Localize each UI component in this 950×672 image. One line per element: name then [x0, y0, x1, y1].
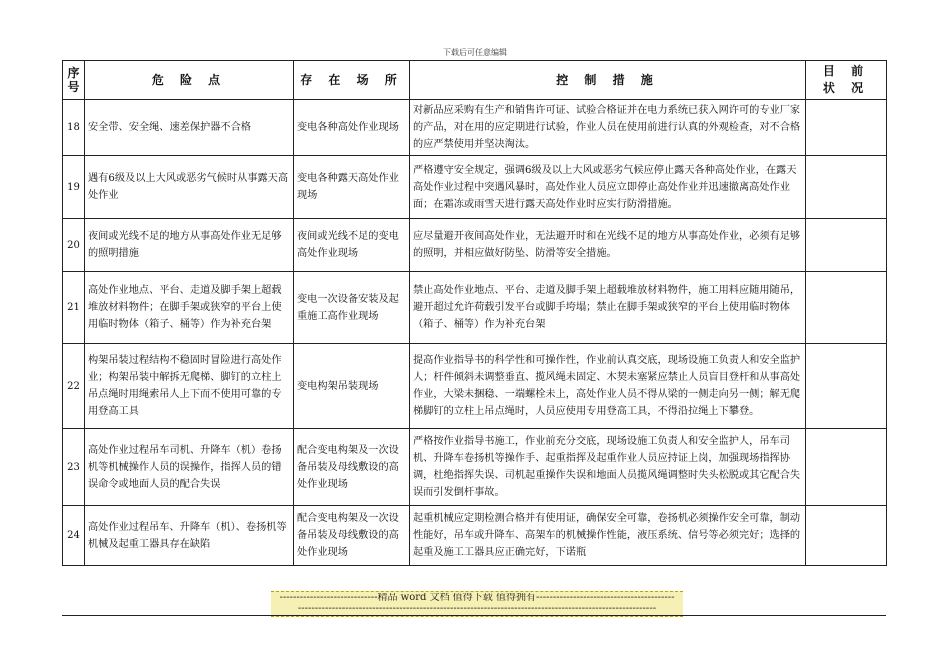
table-row — [63, 344, 887, 429]
header-measures: 控 制 措 施 — [410, 61, 806, 100]
row-hazard: 夜间或光线不足的地方从事高处作业无足够的照明措施 — [85, 219, 294, 272]
header-location: 存 在 场 所 — [294, 61, 410, 100]
footer-text-line2: ---------------------------------------------------------------------------------------------------------- — [297, 604, 657, 614]
row-measures: 对新品应采购有生产和销售许可证、试验合格证并在电力系统已获入网许可的专业厂家的产品，对在用的应定期进行试验，作业人员在使用前进行认真的外观检查，对不合格的应严禁使用并坚决淘汰。 — [410, 100, 806, 156]
row-location: 变电各种露天高处作业现场 — [294, 156, 410, 219]
row-hazard: 高处作业地点、平台、走道及脚手架上超载堆放材料物件；在脚手架或狭窄的平台上使用临时物体（箱子、桶等）作为补充台架 — [85, 272, 294, 344]
table-row — [63, 506, 887, 566]
row-hazard: 高处作业过程吊车司机、升降车（机）卷扬机等机械操作人员的误操作，指挥人员的错误命令或地面人员的配合失误 — [85, 429, 294, 506]
row-location: 变电一次设备安装及起重施工高作业现场 — [294, 272, 410, 344]
table-row — [63, 272, 887, 344]
row-location: 变电构架吊装现场 — [294, 344, 410, 429]
row-location: 配合变电构架及一次设备吊装及母线敷设的高处作业现场 — [294, 506, 410, 566]
row-measures: 提高作业指导书的科学性和可操作性，作业前认真交底，现场设施工负责人和安全监护人；杆件倾斜未调整垂直、揽风绳未固定、木契未塞紧应禁止人员盲目登杆和从事高处作业，大梁未捆稳、一端螺栓未上，高处作业人员不得从梁的一侧走向另一侧；解无爬梯脚钉的立柱上吊点绳时，人员应使用专用登高工具，不得沿拉绳上下攀登。 — [410, 344, 806, 429]
row-measures: 应尽量避开夜间高处作业，无法避开时和在光线不足的地方从事高处作业，必须有足够的照明，并相应做好防坠、防滑等安全措施。 — [410, 219, 806, 272]
row-seq: 22 — [63, 344, 85, 429]
row-status — [806, 506, 887, 566]
table-row — [63, 429, 887, 506]
row-measures: 严格遵守安全规定，强调6级及以上大风或恶劣气候应停止露天各种高处作业，在露天高处作业过程中突遇风暴时，高处作业人员应立即停止高处作业并迅速撤离高处作业面；在霜冻或雨雪天进行露天高处作业时应实行防滑措施。 — [410, 156, 806, 219]
row-seq: 20 — [63, 219, 85, 272]
footer-text-line1: -----------------------------精品 word 文档 值得下载 值得拥有----------------------------------------- — [279, 593, 675, 603]
row-seq: 19 — [63, 156, 85, 219]
table-row — [63, 100, 887, 156]
row-status — [806, 100, 887, 156]
row-seq: 23 — [63, 429, 85, 506]
header-seq: 序号 — [63, 61, 85, 100]
row-seq: 24 — [63, 506, 85, 566]
row-status — [806, 219, 887, 272]
row-hazard: 遇有6级及以上大风或恶劣气候时从事露天高处作业 — [85, 156, 294, 219]
row-hazard: 高处作业过程吊车、升降车（机）、卷扬机等机械及起重工器具存在缺陷 — [85, 506, 294, 566]
row-location: 夜间或光线不足的变电高处作业现场 — [294, 219, 410, 272]
row-measures: 起重机械应定期检测合格并有使用证，确保安全可靠，卷扬机必须操作安全可靠，制动性能好，吊车或升降车、高架车的机械操作性能，液压系统、信号等必须完好；选择的起重及施工工器具应正确完好，下诺瓶 — [410, 506, 806, 566]
row-status — [806, 344, 887, 429]
row-hazard: 构架吊装过程结构不稳固时冒险进行高处作业；构架吊装中解拆无爬梯、脚钉的立柱上吊点绳时用绳索吊人上下而不使用可靠的专用登高工具 — [85, 344, 294, 429]
table-row — [63, 156, 887, 219]
row-status — [806, 429, 887, 506]
header-row — [63, 61, 887, 100]
header-hazard: 危 险 点 — [85, 61, 294, 100]
row-measures: 禁止高处作业地点、平台、走道及脚手架上超载堆放材料物件，施工用料应随用随吊，避开超过允许荷载引发平台或脚手垮塌；禁止在脚手架或狭窄的平台上使用临时物体（箱子、桶等）作为补充台架 — [410, 272, 806, 344]
row-status — [806, 272, 887, 344]
header-status: 目 前 状 况 — [806, 61, 887, 100]
row-location: 配合变电构架及一次设备吊装及母线敷设的高处作业现场 — [294, 429, 410, 506]
table-row — [63, 219, 887, 272]
top-note: 下载后可任意编辑 — [443, 48, 507, 57]
row-location: 变电各种高处作业现场 — [294, 100, 410, 156]
row-status — [806, 156, 887, 219]
row-hazard: 安全带、安全绳、速差保护器不合格 — [85, 100, 294, 156]
hazard-table — [62, 60, 887, 566]
row-measures: 严格按作业指导书施工，作业前充分交底，现场设施工负责人和安全监护人，吊车司机、升降车卷扬机等操作手、起重指挥及起重作业人员应持证上岗，加强现场指挥协调，杜绝指挥失误、司机起重操作失误和地面人员揽风绳调整时失头松脱或其它配合失误而引发倒杆事故。 — [410, 429, 806, 506]
footer-rule — [62, 615, 886, 616]
row-seq: 18 — [63, 100, 85, 156]
row-seq: 21 — [63, 272, 85, 344]
